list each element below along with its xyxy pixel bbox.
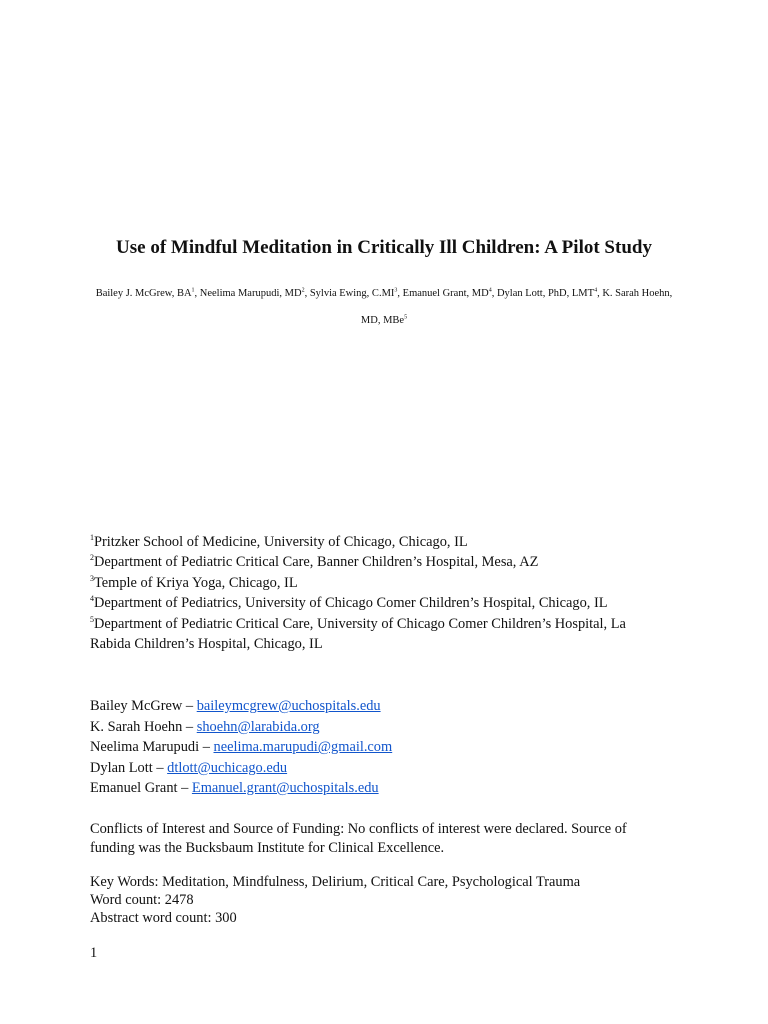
author-affiliation-mark: 3	[394, 287, 398, 294]
affiliation-item	[90, 573, 670, 593]
contact-item	[90, 778, 670, 799]
contact-list	[90, 696, 670, 799]
contact-item	[90, 717, 670, 738]
contact-item	[90, 737, 670, 758]
author-name: Bailey J. McGrew, BA	[95, 288, 192, 299]
author-affiliation-mark: 5	[404, 314, 408, 321]
affiliation-item	[90, 532, 670, 552]
author-name: Neelima Marupudi, MD	[199, 288, 302, 299]
affiliation-text: Department of Pediatric Critical Care, University of Chicago Comer Children’s Hospital, La Rabida Children’s Hospital, Chicago, IL	[90, 615, 626, 653]
author-name: Dylan Lott, PhD, LMT	[496, 288, 595, 299]
affiliation-text: Department of Pediatrics, University of Chicago Comer Children’s Hospital, Chicago, IL	[94, 595, 608, 612]
affiliation-list	[90, 532, 670, 654]
keywords: Key Words: Meditation, Mindfulness, Delirium, Critical Care, Psychological Trauma	[90, 874, 581, 890]
affiliation-text: Department of Pediatric Critical Care, Banner Children’s Hospital, Mesa, AZ	[94, 554, 539, 571]
page-number: 1	[90, 945, 98, 961]
email-link[interactable]: dtlott@uchicago.edu	[167, 759, 288, 776]
author-name: K. Sarah Hoehn, MD, MBe	[360, 288, 673, 326]
author-affiliation-mark: 1	[191, 287, 195, 294]
contact-name: Bailey McGrew –	[90, 698, 197, 714]
affiliation-text: Pritzker School of Medicine, University of Chicago, Chicago, IL	[94, 534, 468, 550]
conflicts-of-interest: Conflicts of Interest and Source of Funding: No conflicts of interest were declared. Source of funding was the Bucksbaum Institute for Clinical Excellence.	[90, 821, 627, 856]
contact-name: Dylan Lott –	[90, 759, 168, 776]
author-list: Bailey J. McGrew, $BA^1$, Neelima Marupudi, $MD^2$, Sylvia Ewing, $C.MI^3$, Emanuel Grant, $MD^4$, Dylan Lott, PhD, LMT$^4$, K. Sarah Hoehn, MD, MBe$^5$	[95, 287, 673, 326]
contact-item	[90, 696, 670, 717]
contact-name: Neelima Marupudi –	[90, 739, 214, 755]
author-affiliation-mark: 2	[301, 287, 305, 294]
email-link[interactable]: Emanuel.grant@uchospitals.edu	[191, 780, 379, 796]
affiliation-item	[90, 593, 670, 613]
affiliation-text: Temple of Kriya Yoga, Chicago, IL	[94, 574, 298, 591]
affiliation-number: 1	[90, 533, 94, 543]
contact-name: K. Sarah Hoehn –	[90, 718, 197, 735]
author-affiliation-mark: 4	[488, 287, 492, 294]
contact-name: Emanuel Grant –	[90, 780, 192, 796]
author-name: Emanuel Grant, MD	[402, 288, 489, 299]
affiliation-number: 3	[90, 574, 94, 584]
affiliation-number: 2	[90, 553, 94, 563]
affiliation-number: 4	[90, 594, 94, 604]
manuscript-metadata	[90, 873, 670, 927]
paper-title: Use of Mindful Meditation in Critically Ill Children: A Pilot Study	[116, 237, 652, 258]
affiliation-item	[90, 614, 670, 655]
abstract-word-count: Abstract word count: 300	[90, 910, 237, 926]
email-link[interactable]: baileymcgrew@uchospitals.edu	[196, 698, 381, 714]
email-link[interactable]: neelima.marupudi@gmail.com	[213, 739, 393, 755]
affiliation-item	[90, 552, 670, 572]
email-link[interactable]: shoehn@larabida.org	[196, 718, 320, 735]
author-name: Sylvia Ewing, C.MI	[309, 288, 395, 299]
affiliation-number: 5	[90, 614, 94, 624]
word-count: Word count: 2478	[90, 892, 194, 908]
contact-item	[90, 758, 670, 779]
author-affiliation-mark: 4	[594, 287, 598, 294]
